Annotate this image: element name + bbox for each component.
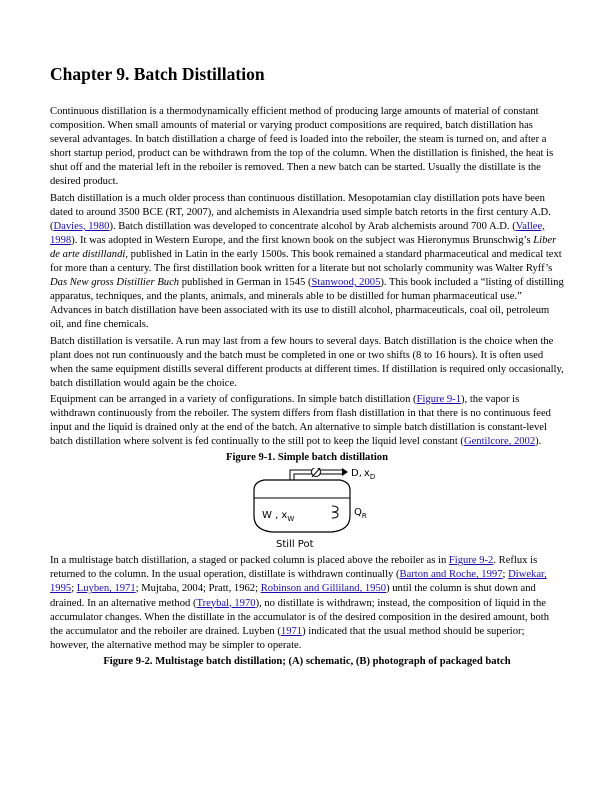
subscript-r: R [361,512,367,521]
citation-link-stanwood[interactable]: Stanwood, 2005 [311,277,381,289]
paragraph-intro: Continuous distillation is a thermodynamically efficient method of producing large amounts of material of constant composition. When small amounts of material or varying product compositions are required, batch distillation has several advantages. In batch distillation a charge of feed is loaded into the reboiler, the steam is turned on, and after a short startup period, product can be withdrawn from the top of the column. When the distillation is finished, the heat is shut off and the material left in the reboiler is removed. Then a new batch can be started. Usually the distillate is the desired product. [50,106,554,188]
document-page [50,62,564,672]
citation-link-robinson-gilliland[interactable]: Robinson and Gilliland, 1950 [260,583,387,595]
text-run: Batch distillation is a much older process than continuous distillation. Mesopotamian clay distillation pots have been dated to around 3500 BCE (RT, 2007), and alchemists in Alexandria used simple batch retorts in the first century A.D. ( [50,192,551,232]
x-label: x [363,468,370,480]
text-run: ), no distillate is withdrawn; instead, the composition of liquid in the accumulator changes. When the distillate in the accumulator is of the desired composition in the desired amount, both the accumulator and the reboiler are drained. Luyben ( [50,597,550,637]
text-run: ) until the column is shut down and drained. In an alternative method ( [50,583,536,609]
citation-link-vallee[interactable]: Vallee, 1998 [50,220,545,246]
svg-text:QR [354,507,367,520]
figure-link-9-2[interactable]: Figure 9-2 [448,555,494,567]
svg-text:D,xD [351,468,375,481]
comma-label: , [358,468,362,480]
text-run: ). This book included a “listing of distilling apparatus, techniques, and the plants, animals, and minerals able to be distilled for human pharmaceutical use.” Advances in batch distillation have been associated with its use to distill alcohol, pharmaceuticals, coal oil, petroleum oil, and fine chemicals. [50,277,564,331]
book-title: Liber de arte distillandi [50,234,557,260]
distillate-label: D [351,468,359,480]
still-pot-label: Still Pot [276,539,314,551]
heat-duty-label: Q [354,507,362,519]
citation-link-luyben[interactable]: Luyben, 1971 [76,583,136,595]
text-run: published in German in 1545 ( [179,277,312,289]
citation-link-luyben-1971[interactable]: 1971 [280,625,303,637]
citation-link-gentilcore[interactable]: Gentilcore, 2002 [463,436,536,448]
arrow-right-icon [342,468,348,476]
text-run: ). It was adopted in Western Europe, and the first known book on the subject was Hieronymus Brunschwig’s [71,234,534,246]
book-title: Das New gross Distillier Buch [50,277,180,289]
citation-link-diwekar[interactable]: Diwekar, 1995 [50,569,547,595]
figure-link-9-1[interactable]: Figure 9-1 [416,393,461,405]
paragraph-equipment [50,393,564,449]
paragraph-multistage [50,554,564,653]
text-run: Equipment can be arranged in a variety of configurations. In simple batch distillation ( [50,393,417,405]
heating-coil-icon [332,506,338,518]
text-run: ; [71,583,77,595]
subscript-w: W [287,515,295,524]
still-contents-label: W , x [262,510,288,522]
text-run: ) indicated that the usual method should be superior; however, the alternative method may be simpler to operate. [50,625,525,651]
text-run: ). Batch distillation was developed to concentrate alcohol by Arab alchemists around 700 A.D. ( [109,220,516,232]
paragraph-history [50,192,564,333]
text-run: , published in Latin in the early 1500s. This book remained a standard pharmaceutical and medical text for more than a century. The first distillation book written for a literate but not scholarly community was Walter Ryff’s [50,248,562,275]
text-run: ; Mujtaba, 2004; Pratt, 1962; [135,583,261,595]
text-run: . Reflux is returned to the column. In the usual operation, distillate is withdrawn continually ( [50,555,538,581]
text-run: ). [535,436,542,448]
svg-text:W , xW [262,510,294,523]
text-run: ; [502,569,509,581]
figure-9-2-caption: Figure 9-2. Multistage batch distillation; (A) schematic, (B) photograph of packaged batch [103,655,511,667]
chapter-title: Chapter 9. Batch Distillation [50,64,265,84]
subscript-d: D [369,473,376,482]
figure-9-1-caption: Figure 9-1. Simple batch distillation [226,452,388,464]
text-run: ), the vapor is withdrawn continuously from the reboiler. The system differs from flash distillation in that there is no continuous feed input and the liquid is drained only at the end of the batch. An alternative to simple batch distillation is constant-level batch distillation where solvent is fed continually to the still pot to keep the liquid level constant ( [50,393,551,448]
figure-9-1-diagram [232,468,382,550]
citation-link-barton-roche[interactable]: Barton and Roche, 1997 [399,569,503,581]
text-run: In a multistage batch distillation, a staged or packed column is placed above the reboiler as in [50,555,449,567]
citation-link-davies[interactable]: Davies, 1980 [53,220,110,232]
paragraph-versatility: Batch distillation is versatile. A run may last from a few hours to several days. Batch distillation is the choice when the plant does not run continuously and the batch must be completed in one or two shifts (8 to 16 hours). It is often used when the same equipment distills several different products at different times. If distillation is required only occasionally, batch distillation would again be the choice. [50,335,564,389]
citation-link-treybal[interactable]: Treybal, 1970 [196,597,256,609]
